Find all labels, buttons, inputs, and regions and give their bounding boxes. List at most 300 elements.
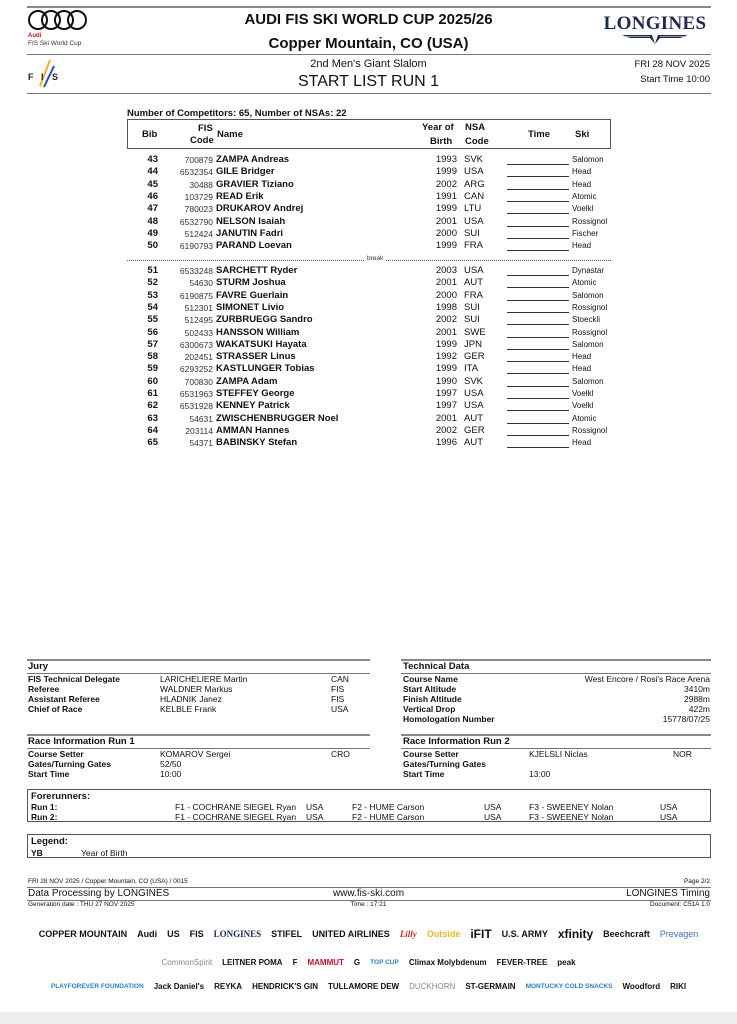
race-info-run2-title: Race Information Run 2	[403, 736, 510, 747]
fis-code-cell: 512495	[184, 315, 213, 326]
svg-text:S: S	[52, 72, 59, 82]
year-of-birth-cell: 1999	[435, 240, 457, 252]
table-row	[127, 277, 611, 289]
sponsor-logo-stifel: STIFEL	[271, 929, 303, 939]
ski-brand-cell: Atomic	[572, 278, 597, 288]
forerunner-3: F3 - SWEENEY Nolan	[529, 812, 614, 822]
nsa-code-cell: CAN	[464, 190, 485, 202]
time-entry-line	[507, 327, 569, 338]
forerunner-3: F3 - SWEENEY Nolan	[529, 802, 614, 812]
year-of-birth-cell: 2001	[435, 215, 457, 227]
jury-member-name: KELBLE Frank	[160, 704, 217, 714]
nsa-code-cell: SWE	[464, 326, 486, 338]
col-bib: Bib	[142, 129, 158, 140]
bib-cell: 46	[147, 190, 158, 202]
athlete-name-cell: DRUKAROV Andrej	[216, 203, 304, 215]
tech-value: 15778/07/25	[662, 714, 710, 724]
bib-cell: 59	[147, 363, 158, 375]
sponsor-logo-u-s-army: U.S. ARMY	[501, 929, 548, 939]
page-bottom-strip	[0, 1012, 737, 1024]
forerunners-title: Forerunners:	[31, 791, 91, 802]
table-row	[127, 327, 611, 339]
sponsor-logo-outside: Outside	[426, 929, 461, 939]
run1-label: Course Setter	[28, 749, 84, 759]
tech-value: 3410m	[684, 684, 710, 694]
fis-code-cell: 502433	[184, 327, 213, 338]
fis-code-cell: 6532354	[179, 167, 213, 178]
nsa-code-cell: JPN	[464, 338, 482, 350]
sponsor-logo-g: G	[353, 958, 361, 968]
time-entry-line	[507, 425, 569, 436]
bib-cell: 64	[147, 424, 158, 436]
run1-value: 52/50	[160, 759, 182, 769]
sponsor-logo-climax-molybdenum: Climax Molybdenum	[408, 958, 487, 968]
audi-subtitle-text: FIS Ski World Cup	[28, 40, 82, 47]
table-row	[127, 363, 611, 375]
footer-doc-line: FRI 28 NOV 2025 / Copper Mountain, CO (USA) / 0015	[28, 878, 188, 885]
nsa-code-cell: USA	[464, 215, 484, 227]
jury-top-rule	[27, 659, 370, 661]
sponsor-logo-montucky-cold-snacks: MONTUCKY COLD SNACKS	[525, 983, 613, 991]
run2-value: KJELSLI Niclas	[529, 749, 588, 759]
sponsor-logo-xfinity: xfinity	[557, 927, 594, 941]
tech-label: Start Altitude	[403, 684, 457, 694]
nsa-code-cell: USA	[464, 400, 484, 412]
nsa-code-cell: USA	[464, 265, 484, 276]
nsa-code-cell: SUI	[464, 314, 480, 326]
nsa-code-cell: SUI	[464, 301, 480, 313]
fis-code-cell: 54630	[189, 278, 213, 289]
legend-box	[27, 834, 711, 858]
athlete-name-cell: NELSON Isaiah	[216, 215, 286, 227]
tech-value: West Encore / Rosi's Race Arena	[584, 674, 710, 684]
athlete-name-cell: STURM Joshua	[216, 277, 286, 289]
run2-label: Gates/Turning Gates	[403, 759, 486, 769]
table-header	[127, 119, 611, 149]
footer-timing: LONGINES Timing	[626, 888, 710, 899]
time-entry-line	[507, 277, 569, 288]
col-name: Name	[217, 129, 243, 140]
sponsor-logo-fis: FIS	[189, 929, 204, 939]
jury-role: Chief of Race	[28, 704, 83, 714]
header-top-rule	[27, 6, 711, 8]
forerunner-run-label: Run 2:	[31, 812, 58, 822]
nsa-code-cell: SVK	[464, 154, 484, 165]
sponsor-logo-ifit: iFIT	[470, 927, 492, 941]
col-ski: Ski	[575, 129, 590, 140]
jury-member-nation: USA	[331, 704, 349, 714]
time-entry-line	[507, 363, 569, 374]
jury-role: Referee	[28, 684, 60, 694]
athlete-name-cell: JANUTIN Fadri	[216, 227, 284, 239]
jury-role: Assistant Referee	[28, 694, 100, 704]
time-entry-line	[507, 191, 569, 202]
bib-cell: 65	[147, 437, 158, 449]
sponsor-logo-beechcraft: Beechcraft	[603, 929, 650, 939]
nsa-code-cell: AUT	[464, 412, 483, 424]
time-entry-line	[507, 376, 569, 387]
tech-value: 422m	[688, 704, 710, 714]
sponsor-logo-f: F	[292, 958, 298, 968]
svg-text:I: I	[41, 72, 44, 82]
time-entry-line	[507, 228, 569, 239]
sponsor-logo-longines: LONGINES	[213, 929, 262, 939]
athlete-name-cell: READ Erik	[216, 190, 264, 202]
jury-member-name: HLADNIK Janez	[160, 694, 222, 704]
table-row	[127, 166, 611, 178]
fis-code-cell: 700879	[184, 155, 213, 165]
forerunner-1: F1 - COCHRANE SIEGEL Ryan	[175, 802, 297, 812]
table-row	[127, 203, 611, 215]
year-of-birth-cell: 1999	[435, 338, 457, 350]
col-fis-code-line1: FIS	[198, 123, 213, 134]
sponsor-logo-top-cup: TOP CUP	[370, 959, 399, 967]
nsa-code-cell: FRA	[464, 289, 483, 301]
forerunner-1-nation: USA	[306, 812, 324, 822]
year-of-birth-cell: 1996	[435, 437, 457, 449]
athlete-name-cell: KENNEY Patrick	[216, 400, 290, 412]
longines-wings-icon	[620, 33, 690, 45]
run2-label: Start Time	[403, 769, 445, 779]
ski-brand-cell: Fischer	[572, 228, 599, 238]
tech-data-title: Technical Data	[403, 661, 470, 672]
fis-code-cell: 6531963	[179, 389, 213, 399]
nsa-code-cell: USA	[464, 166, 484, 178]
year-of-birth-cell: 1997	[435, 400, 457, 412]
year-of-birth-cell: 1999	[435, 363, 457, 375]
event-start-time: Start Time 10:00	[640, 74, 710, 85]
fis-code-cell: 6190875	[179, 290, 213, 301]
time-entry-line	[507, 314, 569, 325]
sponsor-logo-hendrick-s-gin: HENDRICK'S GIN	[252, 982, 318, 992]
athlete-name-cell: STRASSER Linus	[216, 351, 296, 363]
year-of-birth-cell: 2002	[435, 314, 457, 326]
bib-cell: 57	[147, 338, 158, 350]
time-entry-line	[507, 437, 569, 448]
year-of-birth-cell: 2002	[435, 424, 457, 436]
year-of-birth-cell: 1999	[435, 166, 457, 178]
table-row	[127, 400, 611, 412]
athlete-name-cell: HANSSON William	[216, 326, 300, 338]
sponsor-logo-mammut: MAMMUT	[307, 958, 344, 968]
bib-cell: 58	[147, 351, 158, 363]
jury-member-nation: FIS	[331, 694, 345, 704]
time-entry-line	[507, 302, 569, 313]
race-info-run1-title: Race Information Run 1	[28, 736, 135, 747]
jury-role: FIS Technical Delegate	[28, 674, 120, 684]
time-entry-line	[507, 166, 569, 177]
footer-document: Document: C51A 1.0	[650, 901, 710, 908]
bib-cell: 49	[147, 227, 158, 239]
jury-member-name: LARICHELIERE Martin	[160, 674, 248, 684]
bib-cell: 51	[147, 265, 158, 276]
fis-code-cell: 54371	[189, 438, 213, 449]
nsa-code-cell: GER	[464, 424, 485, 436]
table-row	[127, 437, 611, 449]
tech-label: Finish Altitude	[403, 694, 462, 704]
sponsor-logo-united-airlines: UNITED AIRLINES	[312, 929, 390, 939]
break-label: break	[367, 255, 384, 262]
year-of-birth-cell: 1992	[435, 351, 457, 363]
run1-label: Gates/Turning Gates	[28, 759, 111, 769]
bib-cell: 62	[147, 400, 158, 412]
sponsor-logo-audi: Audi	[137, 929, 158, 939]
ski-brand-cell: Head	[572, 364, 592, 374]
sponsor-logo-peak: peak	[557, 958, 576, 968]
run1-label: Start Time	[28, 769, 70, 779]
year-of-birth-cell: 2003	[435, 265, 457, 276]
table-row	[127, 154, 611, 166]
sponsor-logo-us: US	[167, 929, 180, 939]
athlete-name-cell: FAVRE Guerlain	[216, 289, 289, 301]
competitor-summary: Number of Competitors: 65, Number of NSAs: 22	[127, 108, 347, 119]
forerunner-2: F2 - HUME Carson	[352, 812, 425, 822]
bib-cell: 47	[147, 203, 158, 215]
ski-brand-cell: Salomon	[572, 155, 604, 164]
table-row	[127, 376, 611, 388]
audi-brand-text: Audi	[28, 33, 42, 39]
col-nsa-line1: NSA	[465, 122, 486, 133]
ski-brand-cell: Head	[572, 241, 592, 251]
table-row	[127, 228, 611, 240]
athlete-name-cell: SIMONET Livio	[216, 301, 285, 313]
header-mid-rule	[27, 54, 711, 55]
bib-cell: 60	[147, 375, 158, 387]
bib-cell: 44	[147, 166, 158, 178]
fis-code-cell: 54631	[189, 413, 213, 424]
ski-brand-cell: Salomon	[572, 339, 604, 349]
forerunner-3-nation: USA	[660, 802, 678, 812]
forerunner-3-nation: USA	[660, 812, 678, 822]
time-entry-line	[507, 413, 569, 424]
footer-time: Time : 17:21	[350, 901, 387, 908]
run2-value: 13:00	[529, 769, 551, 779]
sponsor-logo-fever-tree: FEVER-TREE	[496, 958, 548, 968]
bib-cell: 45	[147, 178, 158, 190]
athlete-name-cell: GRAVIER Tiziano	[216, 178, 294, 190]
ski-brand-cell: Voelkl	[572, 204, 594, 214]
col-fis-code-line2: Code	[190, 135, 214, 146]
ski-brand-cell: Rossignol	[572, 327, 608, 337]
bib-cell: 53	[147, 289, 158, 301]
time-entry-line	[507, 351, 569, 362]
time-entry-line	[507, 400, 569, 411]
year-of-birth-cell: 2001	[435, 412, 457, 424]
sponsor-logo-copper-mountain: COPPER MOUNTAIN	[38, 929, 128, 939]
venue-title: Copper Mountain, CO (USA)	[268, 35, 469, 52]
table-row	[127, 265, 611, 277]
ski-brand-cell: Head	[572, 438, 592, 448]
tech-label: Course Name	[403, 674, 458, 684]
table-row	[127, 339, 611, 351]
bib-cell: 43	[147, 154, 158, 165]
forerunner-2-nation: USA	[484, 812, 502, 822]
year-of-birth-cell: 1993	[435, 154, 457, 165]
year-of-birth-cell: 2001	[435, 326, 457, 338]
tech-label: Homologation Number	[403, 714, 495, 724]
year-of-birth-cell: 2000	[435, 289, 457, 301]
fis-code-cell: 6531928	[179, 401, 213, 412]
athlete-name-cell: KASTLUNGER Tobias	[216, 363, 315, 375]
nsa-code-cell: USA	[464, 388, 484, 399]
year-of-birth-cell: 2002	[435, 178, 457, 190]
forerunner-1-nation: USA	[306, 802, 324, 812]
ski-brand-cell: Rossignol	[572, 216, 608, 226]
athlete-name-cell: WAKATSUKI Hayata	[216, 338, 307, 350]
time-entry-line	[507, 179, 569, 190]
sponsor-logo-commonspirit: CommonSpirit	[161, 958, 213, 968]
sponsor-logo-riki: RIKI	[670, 982, 687, 992]
athlete-name-cell: GILE Bridger	[216, 166, 275, 178]
break-separator	[127, 256, 611, 264]
nsa-code-cell: LTU	[464, 203, 482, 215]
time-entry-line	[507, 339, 569, 350]
fis-code-cell: 6293252	[179, 364, 213, 375]
fis-code-cell: 6533248	[179, 266, 213, 276]
sponsor-logo-jack-daniel-s: Jack Daniel's	[153, 982, 205, 992]
bib-cell: 55	[147, 314, 158, 326]
forerunner-1: F1 - COCHRANE SIEGEL Ryan	[175, 812, 297, 822]
athlete-name-cell: AMMAN Hannes	[216, 424, 290, 436]
sponsor-logo-st-germain: ST-GERMAIN	[465, 982, 516, 992]
bib-cell: 61	[147, 388, 158, 399]
sponsor-logo-duckhorn: DUCKHORN	[409, 982, 456, 992]
nsa-code-cell: AUT	[464, 437, 483, 449]
athlete-name-cell: ZWISCHENBRUGGER Noel	[216, 412, 339, 424]
jury-member-nation: CAN	[331, 674, 349, 684]
table-row	[127, 302, 611, 314]
ski-brand-cell: Atomic	[572, 191, 597, 201]
time-entry-line	[507, 388, 569, 399]
footer-data-processing: Data Processing by LONGINES	[28, 888, 170, 899]
col-time: Time	[528, 129, 551, 140]
year-of-birth-cell: 1990	[435, 375, 457, 387]
col-nsa-line2: Code	[465, 136, 489, 147]
nsa-code-cell: GER	[464, 351, 485, 363]
forerunners-box	[27, 789, 711, 822]
competition-title: AUDI FIS SKI WORLD CUP 2025/26	[244, 11, 493, 28]
sponsor-logos-row-3	[0, 982, 737, 991]
legend-abbr: YB	[31, 848, 43, 858]
svg-text:F: F	[28, 72, 34, 82]
year-of-birth-cell: 2001	[435, 277, 457, 289]
longines-logo: LONGINES	[603, 13, 707, 34]
run2-nation: NOR	[673, 749, 692, 759]
fis-code-cell: 6300673	[179, 339, 213, 350]
bib-cell: 54	[147, 301, 158, 313]
sponsor-logo-prevagen: Prevagen	[659, 929, 699, 939]
time-entry-line	[507, 154, 569, 165]
footer-generation-date: Generation date : THU 27 NOV 2025	[28, 901, 135, 908]
nsa-code-cell: ITA	[464, 363, 479, 375]
bib-cell: 50	[147, 240, 158, 252]
jury-member-name: WALDNER Markus	[160, 684, 233, 694]
table-row	[127, 314, 611, 326]
tech-value: 2988m	[684, 694, 710, 704]
sponsor-logos-row-2	[0, 958, 737, 967]
sponsor-logo-reyka: REYKA	[214, 982, 243, 992]
year-of-birth-cell: 1999	[435, 203, 457, 215]
fis-code-cell: 700830	[184, 376, 213, 387]
footer-website-link[interactable]: www.fis-ski.com	[332, 888, 405, 899]
forerunner-2: F2 - HUME Carson	[352, 802, 425, 812]
fis-code-cell: 780023	[184, 204, 213, 215]
col-yob-line1: Year of	[422, 122, 454, 133]
ski-brand-cell: Voelkl	[572, 389, 594, 398]
jury-title: Jury	[28, 661, 49, 672]
fis-code-cell: 203114	[185, 425, 213, 436]
athlete-name-cell: ZAMPA Andreas	[216, 154, 290, 165]
athlete-name-cell: BABINSKY Stefan	[216, 437, 298, 449]
ski-brand-cell: Rossignol	[572, 425, 608, 435]
ski-brand-cell: Head	[572, 352, 592, 362]
sponsor-logo-playforever-foundation: PLAYFOREVER FOUNDATION	[50, 983, 144, 991]
table-row	[127, 240, 611, 252]
athlete-name-cell: SARCHETT Ryder	[216, 265, 298, 276]
athlete-name-cell: ZAMPA Adam	[216, 375, 278, 387]
list-title: START LIST RUN 1	[297, 73, 440, 90]
forerunner-2-nation: USA	[484, 802, 502, 812]
legend-meaning: Year of Birth	[81, 848, 128, 858]
time-entry-line	[507, 216, 569, 227]
jury-member-nation: FIS	[331, 684, 345, 694]
table-row	[127, 413, 611, 425]
sponsor-logos-row-1	[0, 927, 737, 941]
ski-brand-cell: Dynastar	[572, 266, 605, 275]
time-entry-line	[507, 290, 569, 301]
athlete-name-cell: PARAND Loevan	[216, 240, 292, 252]
fis-code-cell: 30488	[189, 179, 213, 190]
event-date: FRI 28 NOV 2025	[634, 59, 710, 70]
fis-code-cell: 6190793	[179, 241, 213, 252]
nsa-code-cell: ARG	[464, 178, 485, 190]
year-of-birth-cell: 1998	[435, 301, 457, 313]
sponsor-logo-woodford: Woodford	[622, 982, 661, 992]
athlete-name-cell: STEFFEY George	[216, 388, 295, 399]
table-row	[127, 351, 611, 363]
sponsor-logo-lilly: Lilly	[399, 929, 417, 939]
ski-brand-cell: Atomic	[572, 413, 597, 423]
fis-code-cell: 512301	[184, 302, 213, 313]
bib-cell: 52	[147, 277, 158, 289]
athlete-name-cell: ZURBRUEGG Sandro	[216, 314, 313, 326]
ski-brand-cell: Voelkl	[572, 401, 594, 411]
bib-cell: 48	[147, 215, 158, 227]
year-of-birth-cell: 1997	[435, 388, 457, 399]
table-row	[127, 179, 611, 191]
run2-label: Course Setter	[403, 749, 459, 759]
run1-nation: CRO	[331, 749, 350, 759]
fis-code-cell: 6532790	[179, 216, 213, 227]
fis-code-cell: 512424	[184, 228, 213, 239]
year-of-birth-cell: 1991	[435, 190, 457, 202]
forerunner-run-label: Run 1:	[31, 802, 58, 812]
fis-code-cell: 103729	[184, 191, 213, 202]
ski-brand-cell: Head	[572, 167, 592, 177]
run1-value: 10:00	[160, 769, 182, 779]
nsa-code-cell: SVK	[464, 375, 484, 387]
table-row	[127, 191, 611, 203]
ski-brand-cell: Head	[572, 179, 592, 189]
time-entry-line	[507, 203, 569, 214]
table-row	[127, 388, 611, 400]
nsa-code-cell: AUT	[464, 277, 483, 289]
table-row	[127, 425, 611, 437]
ski-brand-cell: Salomon	[572, 290, 604, 300]
sponsor-logo-tullamore-dew: TULLAMORE DEW	[328, 982, 400, 992]
nsa-code-cell: FRA	[464, 240, 483, 252]
bib-cell: 56	[147, 326, 158, 338]
